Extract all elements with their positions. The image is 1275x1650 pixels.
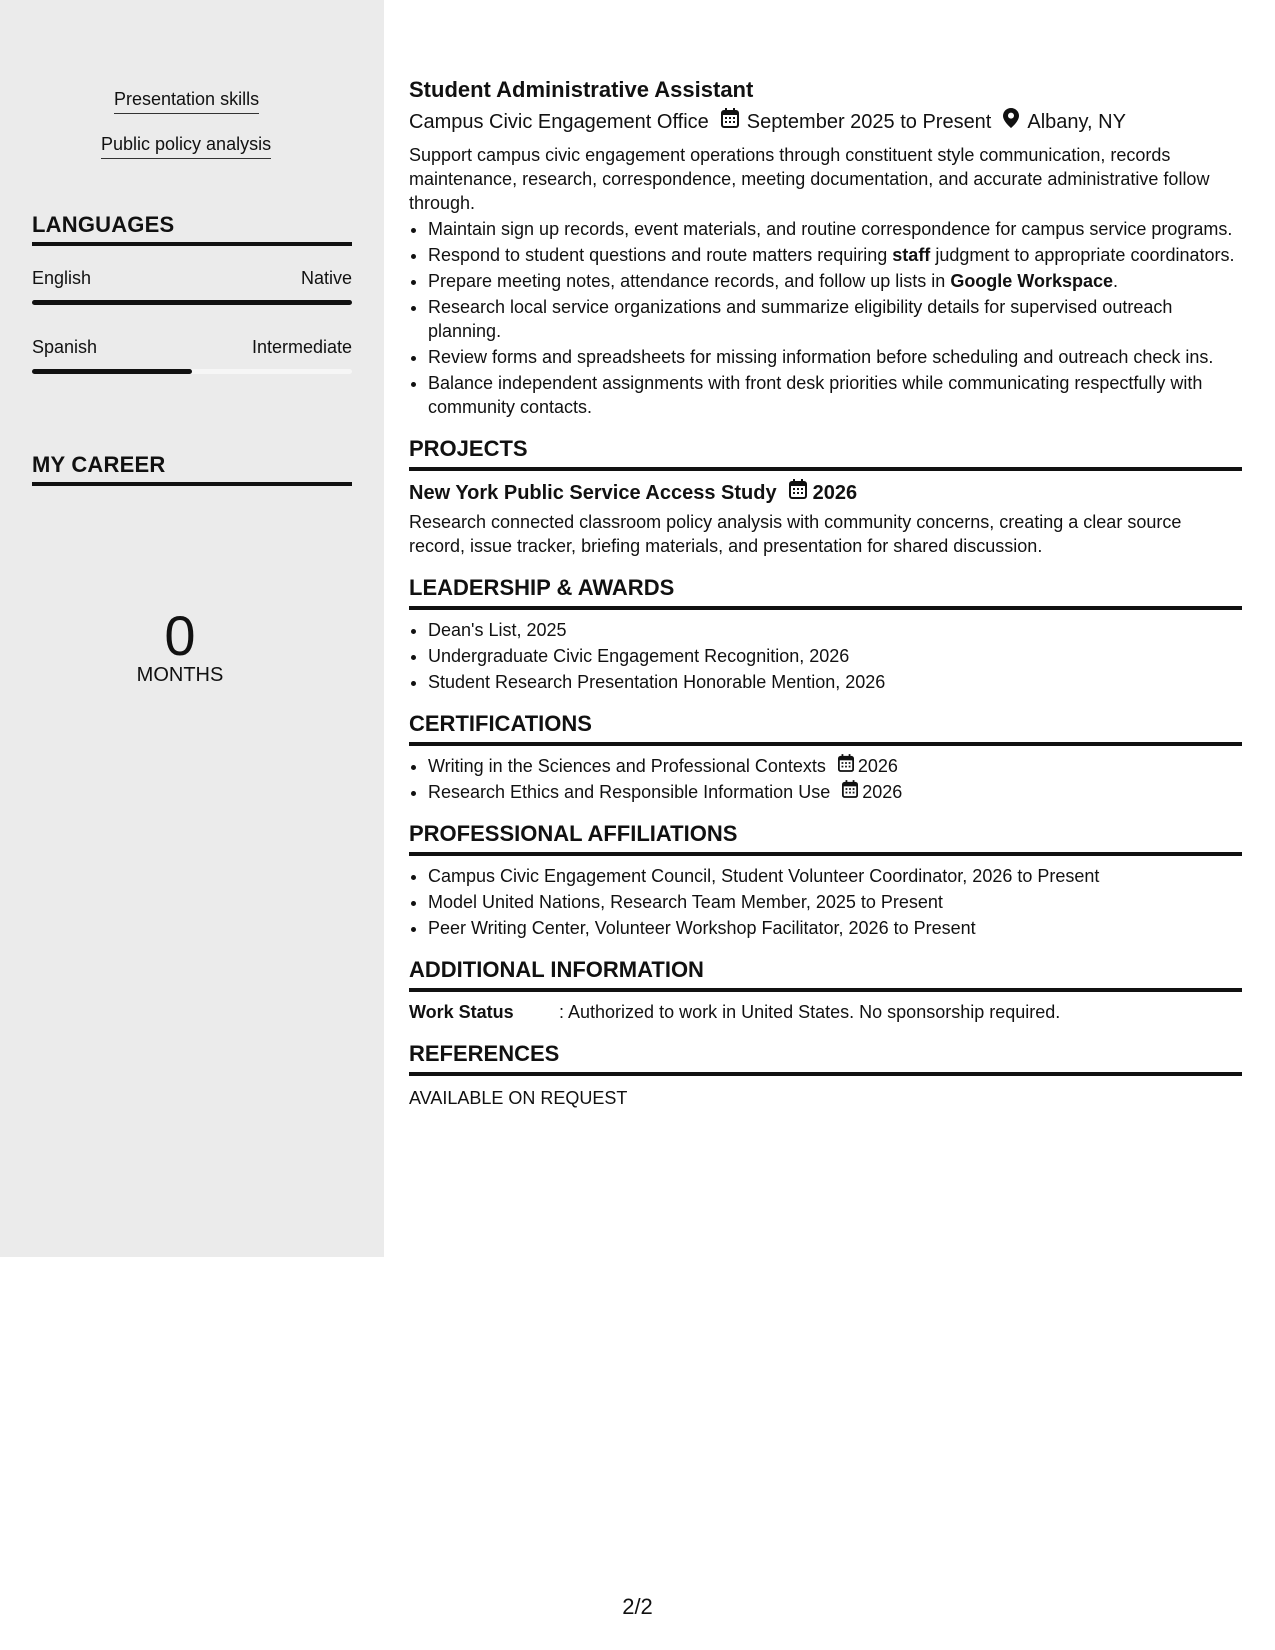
bullet-bold: Google Workspace — [950, 271, 1114, 291]
job-bullets — [409, 217, 1242, 419]
language-level: Intermediate — [251, 337, 352, 357]
map-pin-icon — [1003, 108, 1019, 135]
bullet-bold: staff — [892, 245, 931, 265]
career-value: 0 — [164, 604, 196, 667]
language-name: Spanish — [32, 337, 98, 357]
project-name: New York Public Service Access Study — [409, 481, 777, 504]
certifications-list — [409, 754, 1242, 804]
list-item — [428, 295, 1242, 343]
list-item: • Campus Civic Engagement Council, Student Volunteer Coordinator, 2026 to Present — [428, 864, 1242, 888]
affiliations-list — [409, 864, 1242, 940]
job-title: Student Administrative Assistant — [409, 77, 754, 102]
list-item — [428, 780, 1242, 804]
career-heading: MY CAREER — [32, 452, 352, 486]
project-year: 2026 — [812, 481, 858, 504]
bullet-text: judgment to appropriate coordinators. — [930, 245, 1235, 265]
job-meta — [409, 108, 1242, 135]
bullet-text: Maintain sign up records, event materials, and routine correspondence for campus service programs. — [428, 219, 1233, 239]
calendar-icon — [838, 754, 854, 778]
cert-year: 2026 — [857, 756, 898, 776]
cert-name: • Writing in the Sciences and Professional Contexts — [428, 756, 826, 776]
job-dates: September 2025 to Present — [746, 110, 992, 133]
language-name: English — [32, 268, 92, 288]
references-text: AVAILABLE ON REQUEST — [409, 1088, 628, 1108]
bullet-text: Research local service organizations and summarize eligibility details for supervised outreach planning. — [428, 297, 1173, 341]
page-number: 2/2 — [622, 1594, 653, 1619]
sidebar — [0, 0, 384, 1257]
bullet-text: Balance independent assignments with front desk priorities while communicating respectfully with community contacts. — [428, 373, 1203, 417]
bullet-text: . — [1113, 271, 1119, 291]
language-proficiency-bar — [32, 369, 352, 374]
work-status-row — [409, 1000, 1242, 1024]
list-item — [428, 754, 1242, 778]
work-status-label: Work Status — [409, 1002, 514, 1022]
bullet-text: Review forms and spreadsheets for missing information before scheduling and outreach check ins. — [428, 347, 1214, 367]
projects-heading: PROJECTS — [409, 435, 1242, 471]
language-proficiency-fill — [32, 300, 352, 305]
list-item — [428, 371, 1242, 419]
awards-list — [409, 618, 1242, 694]
list-item — [428, 269, 1242, 293]
calendar-icon — [721, 108, 739, 135]
bullet-text: Prepare meeting notes, attendance records, and follow up lists in — [428, 271, 951, 291]
job-organization: Campus Civic Engagement Office — [409, 110, 709, 133]
language-row-spanish — [32, 337, 352, 358]
affiliations-heading: PROFESSIONAL AFFILIATIONS — [409, 820, 1242, 856]
awards-heading: LEADERSHIP & AWARDS — [409, 574, 1242, 610]
job-summary: Support campus civic engagement operations through constituent style communication, records maintenance, research, correspondence, meeting documentation, and accurate administrative follow through. — [409, 145, 1210, 213]
certifications-heading: CERTIFICATIONS — [409, 710, 1242, 746]
list-item: • Dean's List, 2025 — [428, 618, 1242, 642]
language-row-english — [32, 268, 352, 289]
calendar-icon — [789, 479, 807, 506]
list-item — [428, 243, 1242, 267]
language-proficiency-fill — [32, 369, 192, 374]
bullet-text: Respond to student questions and route matters requiring — [428, 245, 893, 265]
list-item — [428, 217, 1242, 241]
project-title — [409, 479, 1242, 506]
list-item: • Model United Nations, Research Team Member, 2025 to Present — [428, 890, 1242, 914]
job-location: Albany, NY — [1027, 110, 1126, 133]
list-item: • Peer Writing Center, Volunteer Workshop Facilitator, 2026 to Present — [428, 916, 1242, 940]
languages-heading: LANGUAGES — [32, 212, 352, 246]
project-description: Research connected classroom policy analysis with community concerns, creating a clear source record, issue tracker, briefing materials, and presentation for shared discussion. — [409, 512, 1182, 556]
career-unit: MONTHS — [136, 664, 224, 686]
work-status-value: : Authorized to work in United States. No sponsorship required. — [559, 1002, 1061, 1022]
language-proficiency-bar — [32, 300, 352, 305]
cert-item — [428, 780, 1242, 804]
list-item — [428, 345, 1242, 369]
calendar-icon — [842, 780, 858, 804]
main-content — [409, 76, 1242, 1110]
list-item: • Undergraduate Civic Engagement Recognition, 2026 — [428, 644, 1242, 668]
references-heading: REFERENCES — [409, 1040, 1242, 1076]
cert-year: 2026 — [862, 782, 903, 802]
additional-info-heading: ADDITIONAL INFORMATION — [409, 956, 1242, 992]
language-level: Native — [300, 268, 352, 288]
skill-tag: Presentation skills — [114, 88, 259, 114]
skill-tag: Public policy analysis — [101, 133, 271, 159]
cert-name: • Research Ethics and Responsible Information Use — [428, 782, 831, 802]
cert-item — [428, 754, 1242, 778]
list-item: • Student Research Presentation Honorable Mention, 2026 — [428, 670, 1242, 694]
